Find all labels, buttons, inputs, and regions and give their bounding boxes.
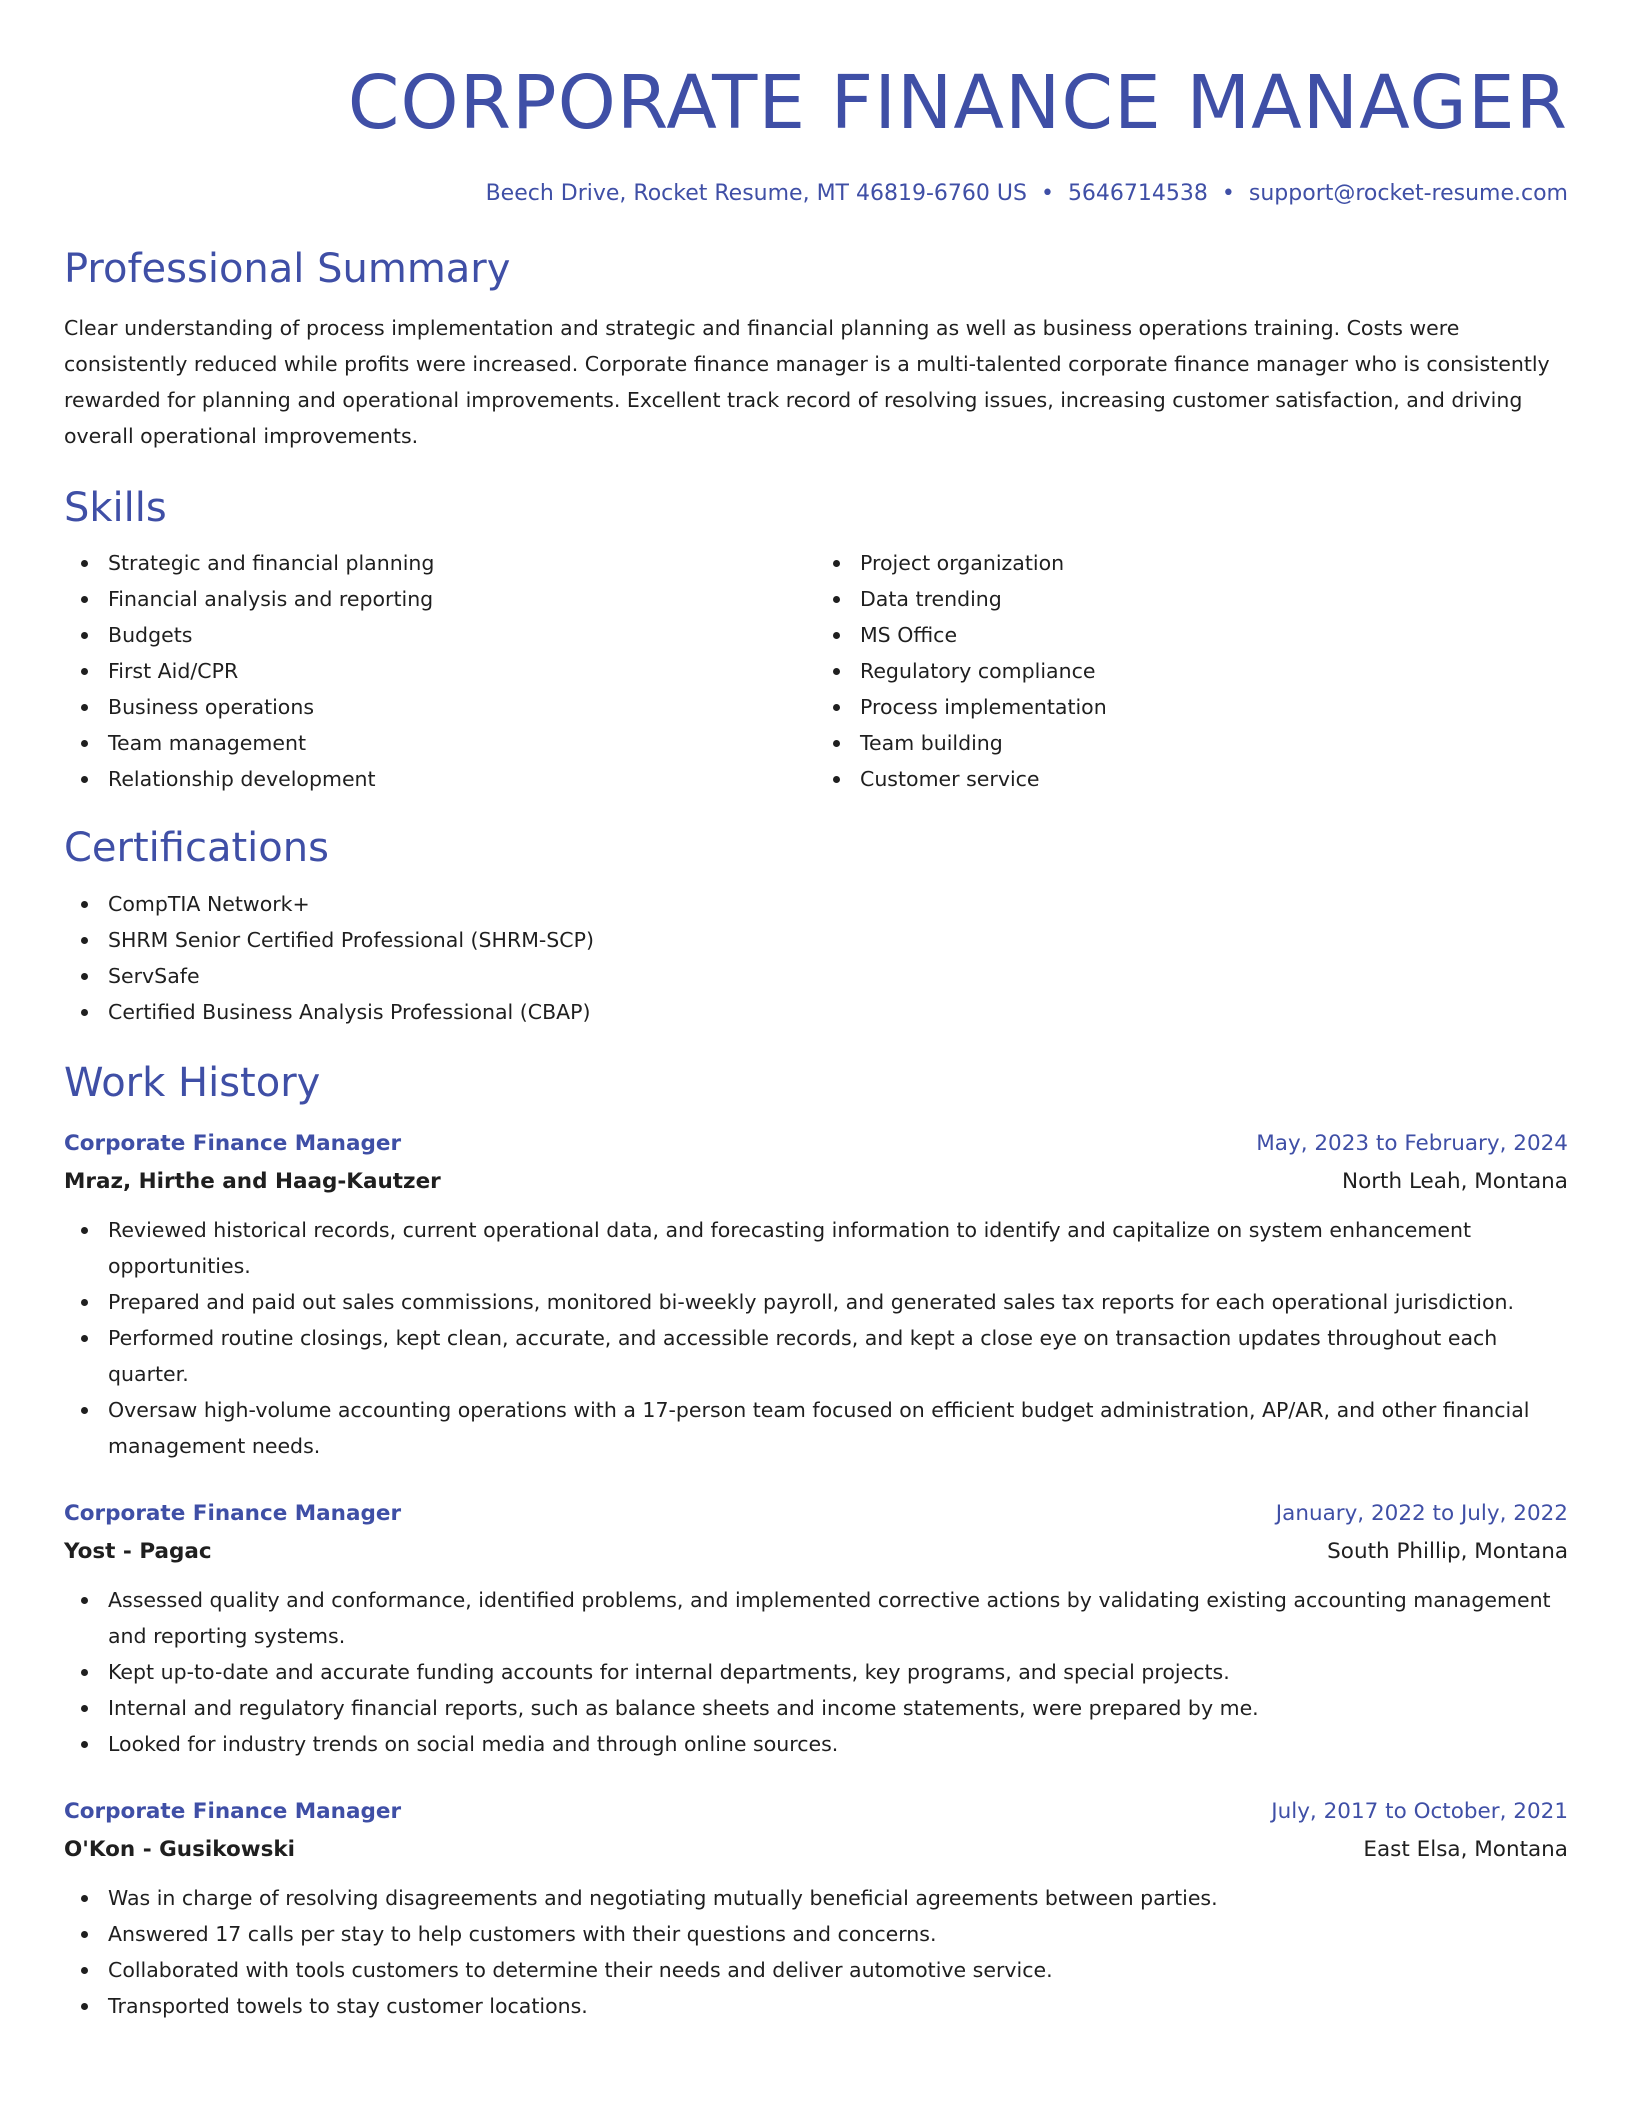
job-entry: [64, 1794, 1568, 2024]
job-bullets: [64, 1212, 1568, 1464]
resume-page: [64, 48, 1568, 2024]
skills-heading: Skills: [64, 485, 167, 531]
skill-item: Relationship development: [108, 761, 816, 797]
skill-item: Data trending: [860, 581, 1568, 617]
skill-item: First Aid/CPR: [108, 653, 816, 689]
skill-item: Project organization: [860, 545, 1568, 581]
skill-item: Business operations: [108, 689, 816, 725]
job-bullet: Collaborated with tools customers to determine their needs and deliver automotive service.: [108, 1952, 1568, 1988]
skill-item: Budgets: [108, 617, 816, 653]
job-dates: July, 2017 to October, 2021: [1271, 1799, 1568, 1824]
job-bullets: [64, 1880, 1568, 2024]
certifications-heading: Certifications: [64, 825, 329, 871]
job-bullet: Reviewed historical records, current operational data, and forecasting information to identify and capitalize on system enhancement opportunities.: [108, 1212, 1568, 1284]
contact-address: Beech Drive, Rocket Resume, MT 46819-6760 US: [485, 181, 1027, 206]
certification-item: Certified Business Analysis Professional (CBAP): [108, 994, 1568, 1030]
job-bullet: Answered 17 calls per stay to help customers with their questions and concerns.: [108, 1916, 1568, 1952]
job-company: Yost - Pagac: [64, 1539, 212, 1564]
job-bullet: Performed routine closings, kept clean, accurate, and accessible records, and kept a close eye on transaction updates throughout each quarter.: [108, 1320, 1568, 1392]
summary-text: Clear understanding of process implementation and strategic and financial planning as well as business operations training. Costs were consistently reduced while profits were increased. Corporate finance manager is a multi-talented corporate finance manager who is consistently rewarded for planning and operational improvements. Excellent track record of resolving issues, increasing customer satisfaction, and driving overall operational improvements.: [64, 316, 1550, 448]
certifications-list: [64, 886, 1568, 1030]
skill-item: Strategic and financial planning: [108, 545, 816, 581]
job-company: O'Kon - Gusikowski: [64, 1837, 296, 1862]
job-company: Mraz, Hirthe and Haag-Kautzer: [64, 1169, 441, 1194]
resume-title: CORPORATE FINANCE MANAGER: [347, 60, 1568, 146]
summary-heading: Professional Summary: [64, 246, 511, 292]
contact-email: support@rocket-resume.com: [1248, 181, 1568, 206]
job-dates: January, 2022 to July, 2022: [1275, 1501, 1568, 1526]
job-bullet: Was in charge of resolving disagreements and negotiating mutually beneficial agreements between parties.: [108, 1880, 1568, 1916]
job-bullet: Kept up-to-date and accurate funding accounts for internal departments, key programs, and special projects.: [108, 1654, 1568, 1690]
skill-item: Team building: [860, 725, 1568, 761]
job-location: North Leah, Montana: [1341, 1169, 1568, 1194]
job-entry: [64, 1126, 1568, 1464]
certification-item: CompTIA Network+: [108, 886, 1568, 922]
job-bullet: Assessed quality and conformance, identified problems, and implemented corrective actions by validating existing accounting management and reporting systems.: [108, 1582, 1568, 1654]
contact-phone: 5646714538: [1067, 181, 1208, 206]
skill-item: Regulatory compliance: [860, 653, 1568, 689]
skill-item: Financial analysis and reporting: [108, 581, 816, 617]
contact-separator: •: [1040, 181, 1054, 206]
job-location: South Phillip, Montana: [1327, 1539, 1568, 1564]
contact-line: [64, 179, 1568, 209]
skills-columns: [64, 545, 1568, 797]
work-history-heading: Work History: [64, 1060, 321, 1106]
certification-item: SHRM Senior Certified Professional (SHRM-SCP): [108, 922, 1568, 958]
contact-separator: •: [1221, 181, 1235, 206]
skill-item: Process implementation: [860, 689, 1568, 725]
job-entry: [64, 1496, 1568, 1762]
job-bullets: [64, 1582, 1568, 1762]
job-title: Corporate Finance Manager: [64, 1131, 402, 1156]
job-dates: May, 2023 to February, 2024: [1256, 1131, 1568, 1156]
job-location: East Elsa, Montana: [1363, 1837, 1568, 1862]
job-bullet: Oversaw high-volume accounting operations with a 17-person team focused on efficient budget administration, AP/AR, and other financial management needs.: [108, 1392, 1568, 1464]
job-title: Corporate Finance Manager: [64, 1799, 402, 1824]
skill-item: Team management: [108, 725, 816, 761]
job-bullet: Transported towels to stay customer locations.: [108, 1988, 1568, 2024]
skills-list-right: [816, 545, 1568, 797]
skill-item: MS Office: [860, 617, 1568, 653]
skills-list-left: [64, 545, 816, 797]
job-title: Corporate Finance Manager: [64, 1501, 402, 1526]
certification-item: ServSafe: [108, 958, 1568, 994]
job-bullet: Internal and regulatory financial reports, such as balance sheets and income statements, were prepared by me.: [108, 1690, 1568, 1726]
job-bullet: Prepared and paid out sales commissions, monitored bi-weekly payroll, and generated sales tax reports for each operational jurisdiction.: [108, 1284, 1568, 1320]
skill-item: Customer service: [860, 761, 1568, 797]
job-bullet: Looked for industry trends on social media and through online sources.: [108, 1726, 1568, 1762]
